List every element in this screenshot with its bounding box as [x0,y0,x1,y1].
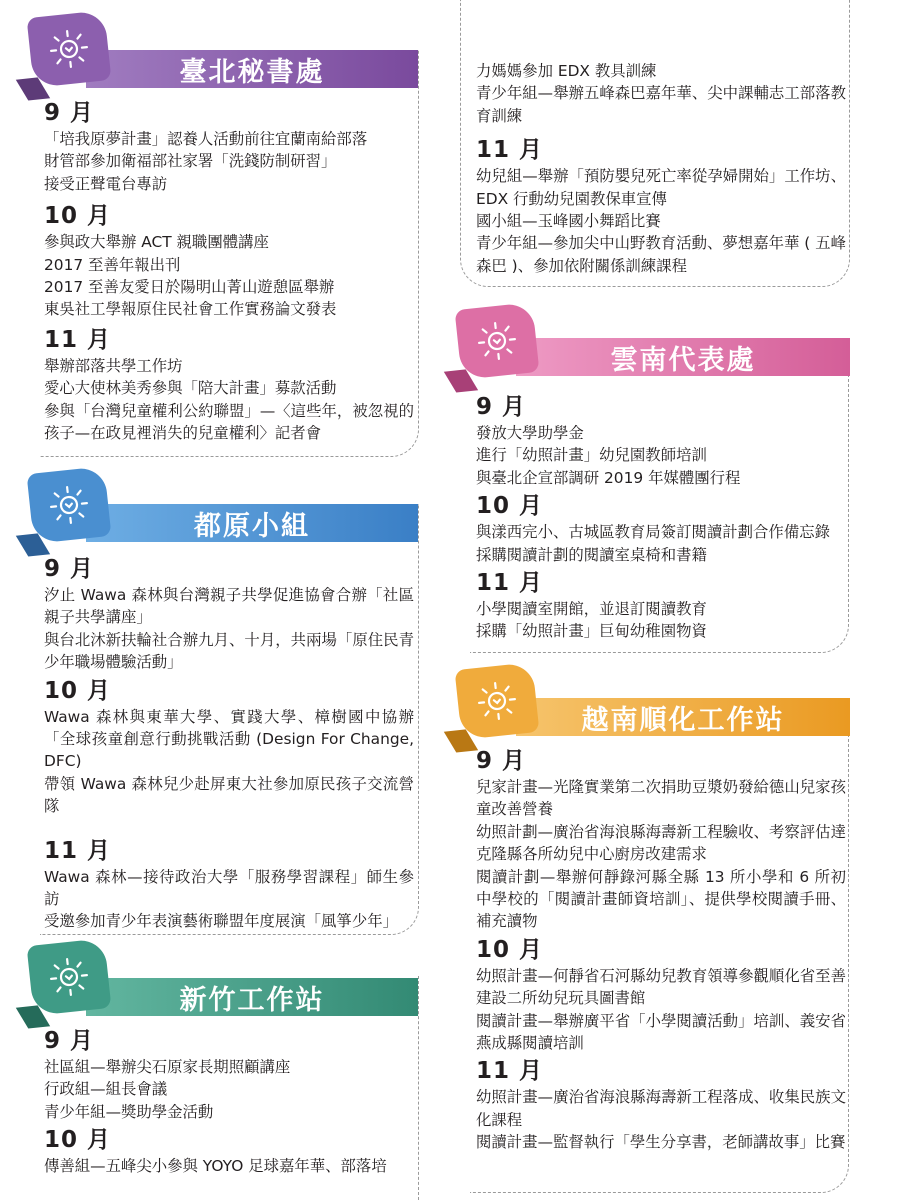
section-banner [516,698,850,736]
month-heading: 11 月 [476,570,544,597]
list-item: 舉辦部落共學工作坊 [44,356,183,375]
list-item: 帶領 Wawa 森林兒少赴屏東大社參加原民孩子交流營隊 [44,774,414,816]
section-title: 新竹工作站 [179,984,325,1016]
lightbulb-sun-icon [27,10,112,88]
list-item: 兒家計畫—光隆實業第二次捐助豆漿奶發給德山兒家孩童改善營養 [476,778,846,819]
month-block [44,201,414,321]
list-item: 與臺北企宣部調研 2019 年媒體團行程 [476,468,741,487]
section-hsinchu-continued [450,0,900,300]
month-heading: 10 月 [44,677,112,704]
list-item: 閱讀計畫—舉辦廣平省「小學閱讀活動」培訓、義安省燕成縣閱讀培訓 [476,1011,846,1053]
list-item: 青少年組—舉辦五峰森巴嘉年華、尖中課輔志工部落教育訓練 [476,84,846,125]
section-content [476,746,846,1156]
section-banner [86,978,418,1016]
section-vietnam-hue [450,660,900,1200]
month-heading: 9 月 [476,394,527,420]
month-block [44,836,414,933]
section-title: 越南順化工作站 [581,704,785,736]
list-item: 青少年組—參加尖中山野教育活動、夢想嘉年華 ( 五峰森巴 )、參加依附關係訓練課程 [476,234,846,275]
list-item: 傳善組—五峰尖小參與 YOYO 足球嘉年華、部落培 [44,1157,387,1176]
month-block [44,1026,414,1123]
list-item: Wawa 森林與東華大學、實踐大學、樟樹國中協辦「全球孩童創意行動挑戰活動 (Design For Change, DFC) [44,707,414,771]
section-title: 臺北秘書處 [179,56,325,88]
list-item: 幼照計劃—廣治省海浪縣海壽新工程驗收、考察評估達克隆縣各所幼兒中心廚房改建需求 [476,822,846,864]
list-item: 社區組—舉辦尖石原家長期照顧講座 [44,1058,291,1076]
month-heading: 10 月 [44,1127,112,1154]
lightbulb-sun-icon [455,302,540,380]
list-item: 東吳社工學報原住民社會工作實務論文發表 [44,300,337,319]
month-block [476,746,846,933]
list-item: 「培我原夢計畫」認養人活動前往宜蘭南給部落 [44,130,368,148]
month-block [476,491,846,566]
list-item: 財管部參加衛福部社家署「洗錢防制研習」 [44,152,337,171]
list-item: 幼照計畫—何靜省石河縣幼兒教育領導參觀順化省至善建設二所幼兒玩具圖書館 [476,966,846,1008]
list-item: 閱讀計畫—監督執行「學生分享書，老師講故事」比賽 [476,1133,846,1152]
month-block [44,325,414,445]
section-title: 都原小組 [194,510,310,542]
section-hsinchu [0,940,450,1200]
list-item: Wawa 森林—接待政治大學「服務學習課程」師生參訪 [44,867,414,909]
list-item: 2017 至善年報出刊 [44,255,181,274]
list-item: 參與「台灣兒童權利公約聯盟」—〈這些年，被忽視的孩子—在政見裡消失的兒童權利〉記者會 [44,401,414,443]
month-heading: 11 月 [44,837,112,864]
lightbulb-sun-icon [455,662,540,740]
section-content [476,392,846,645]
list-item: 參與政大舉辦 ACT 親職團體講座 [44,233,269,252]
month-heading: 9 月 [44,1028,95,1054]
section-content [476,60,846,279]
list-item: 與漾西完小、古城區教育局簽訂閱讀計劃合作備忘錄 [476,523,830,542]
section-taipei [0,0,450,470]
month-heading: 9 月 [44,100,95,126]
section-banner [86,50,418,88]
list-item: 國小組—玉峰國小舞蹈比賽 [476,212,661,231]
list-item: 行政組—組長會議 [44,1080,168,1099]
month-heading: 10 月 [476,493,544,520]
month-block [476,568,846,643]
list-item: 採購閱讀計劃的閱讀室桌椅和書籍 [476,545,707,564]
month-block [44,554,414,674]
month-block [476,392,846,489]
list-item: 與台北沐新扶輪社合辦九月、十月，共兩場「原住民青少年職場體驗活動」 [44,630,414,672]
section-content [44,554,414,935]
list-item: 幼兒組—舉辦「預防嬰兒死亡率從孕婦開始」工作坊、EDX 行動幼兒園教保車宣傳 [476,167,846,208]
month-block [44,676,414,818]
month-heading: 11 月 [476,1058,544,1085]
month-block [476,935,846,1055]
month-block [44,1125,414,1177]
month-block [476,1056,846,1153]
month-heading: 11 月 [44,326,112,353]
section-title: 雲南代表處 [610,344,756,376]
list-item: 幼照計畫—廣治省海浪縣海壽新工程落成、收集民族文化課程 [476,1088,846,1129]
month-heading: 10 月 [44,203,112,230]
month-heading: 11 月 [476,137,544,164]
list-item: 小學閱讀室開館，並退訂閱讀教育 [476,600,707,619]
section-banner [516,338,850,376]
list-item: 力媽媽參加 EDX 教具訓練 [476,62,657,80]
list-item: 汐止 Wawa 森林與台灣親子共學促進協會合辦「社區親子共學講座」 [44,586,414,627]
month-block [44,98,414,195]
list-item: 閱讀計劃—舉辦何靜錄河縣全縣 13 所小學和 6 所初中學校的「閱讀計畫師資培訓」、提供學校閱讀手冊、補充讀物 [476,867,846,931]
section-yunnan [450,300,900,660]
list-item: 愛心大使林美秀參與「陪大計畫」募款活動 [44,379,337,398]
list-item: 青少年組—獎助學金活動 [44,1102,214,1121]
list-item: 採購「幼照計畫」巨甸幼稚園物資 [476,622,707,641]
month-heading: 9 月 [44,556,95,582]
list-item: 受邀參加青少年表演藝術聯盟年度展演「風箏少年」 [44,912,398,931]
month-heading: 9 月 [476,748,527,774]
section-banner [86,504,418,542]
list-item: 接受正聲電台專訪 [44,174,168,193]
section-content [44,1026,414,1180]
list-item: 進行「幼照計畫」幼兒園教師培訓 [476,446,707,465]
lightbulb-sun-icon [27,938,112,1016]
list-item: 2017 至善友愛日於陽明山菁山遊憩區舉辦 [44,278,335,297]
list-item: 發放大學助學金 [476,424,584,442]
month-block [476,135,846,277]
section-content [44,98,414,446]
lightbulb-sun-icon [27,466,112,544]
section-urban-indigenous [0,470,450,940]
month-heading: 10 月 [476,936,544,963]
